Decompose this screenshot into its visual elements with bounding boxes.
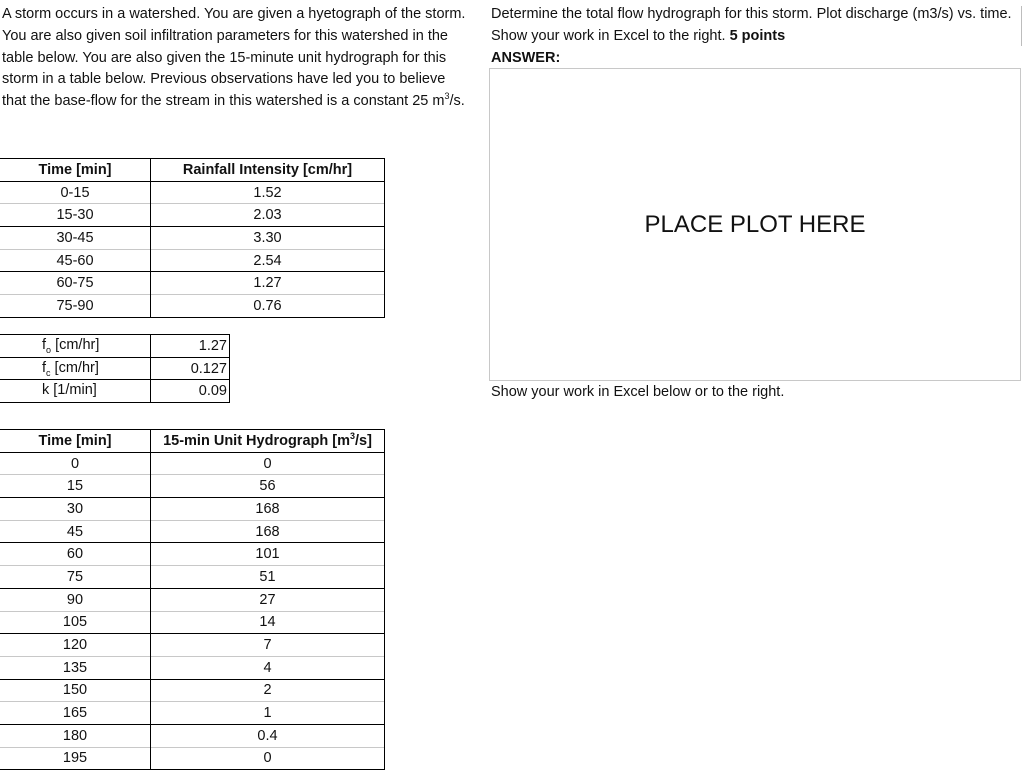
table-row (0, 566, 385, 589)
uh-flow-cell: 51 (151, 566, 385, 589)
infil-value-cell: 1.27 (151, 335, 230, 358)
problem-statement (2, 4, 472, 113)
table-header-row (0, 159, 385, 182)
uh-time-cell: 165 (0, 702, 151, 725)
problem-text: A storm occurs in a watershed. You are given a hyetograph of the storm. You are also given soil infiltration parameters for this watershed in the table below. You are also given the 15-minute unit hydrograph for this storm in a table below. Previous observations have led you to believe that the base-flow for the stream in this watershed is a constant 25 m (2, 6, 466, 110)
infil-param-cell: $f_o$ [cm/hr] (0, 335, 151, 358)
uh-time-cell: 15 (0, 475, 151, 498)
table-row (0, 204, 385, 227)
rain-intensity-cell: 1.27 (151, 272, 385, 295)
rain-intensity-cell: 0.76 (151, 295, 385, 318)
uh-time-cell: 135 (0, 656, 151, 679)
question-block (491, 4, 1021, 69)
table-row (0, 181, 385, 204)
uh-flow-cell: 101 (151, 543, 385, 566)
answer-label: ANSWER: (491, 49, 561, 66)
table-row (0, 475, 385, 498)
uh-flow-cell: 0 (151, 747, 385, 770)
uh-flow-cell: 56 (151, 475, 385, 498)
rain-time-cell: 75-90 (0, 295, 151, 318)
uh-time-cell: 195 (0, 747, 151, 770)
plot-placeholder-label: PLACE PLOT HERE (644, 211, 866, 238)
infiltration-table (0, 334, 230, 403)
table-row (0, 611, 385, 634)
question-text: Determine the total flow hydrograph for this storm. Plot discharge (m3/s) vs. time. Show your work in Excel to the right. (491, 6, 1012, 44)
table-row (0, 380, 230, 403)
uh-flow-cell: 0 (151, 452, 385, 475)
uh-time-cell: 105 (0, 611, 151, 634)
table-header-row (0, 430, 385, 453)
uh-time-cell: 90 (0, 588, 151, 611)
table-row (0, 452, 385, 475)
column-edge-divider (1021, 6, 1022, 46)
uh-time-cell: 150 (0, 679, 151, 702)
table-row (0, 588, 385, 611)
uh-time-cell: 120 (0, 634, 151, 657)
uh-flow-header: 15-min Unit Hydrograph $[m^3/s]$ (151, 430, 385, 453)
uh-flow-cell: 1 (151, 702, 385, 725)
table-row (0, 335, 230, 358)
uh-flow-cell: 2 (151, 679, 385, 702)
rain-intensity-cell: 2.54 (151, 249, 385, 272)
rain-time-header: Time [min] (0, 159, 151, 182)
uh-flow-cell: 14 (151, 611, 385, 634)
table-row (0, 227, 385, 250)
infil-value-cell: 0.127 (151, 357, 230, 380)
table-row (0, 272, 385, 295)
table-row (0, 679, 385, 702)
table-row (0, 249, 385, 272)
rain-time-cell: 0-15 (0, 181, 151, 204)
rain-time-cell: 15-30 (0, 204, 151, 227)
table-row (0, 656, 385, 679)
uh-flow-cell: 7 (151, 634, 385, 657)
plot-placeholder-box[interactable] (489, 68, 1021, 381)
uh-time-cell: 60 (0, 543, 151, 566)
uh-flow-cell: 4 (151, 656, 385, 679)
table-row (0, 724, 385, 747)
infil-value-cell: 0.09 (151, 380, 230, 403)
uh-time-header: Time [min] (0, 430, 151, 453)
problem-text-tail: /s. (449, 93, 465, 110)
rain-intensity-cell: 3.30 (151, 227, 385, 250)
rain-time-cell: 30-45 (0, 227, 151, 250)
uh-time-cell: 45 (0, 520, 151, 543)
rain-intensity-header: Rainfall Intensity [cm/hr] (151, 159, 385, 182)
table-row (0, 357, 230, 380)
uh-time-cell: 75 (0, 566, 151, 589)
uh-flow-cell: 0.4 (151, 724, 385, 747)
table-row (0, 634, 385, 657)
infil-param-cell: $f_c$ [cm/hr] (0, 357, 151, 380)
rain-time-cell: 45-60 (0, 249, 151, 272)
unit-hydrograph-table (0, 429, 385, 770)
uh-time-cell: 180 (0, 724, 151, 747)
rainfall-table (0, 158, 385, 318)
table-row (0, 702, 385, 725)
rain-time-cell: 60-75 (0, 272, 151, 295)
uh-flow-cell: 27 (151, 588, 385, 611)
uh-time-cell: 0 (0, 452, 151, 475)
table-row (0, 543, 385, 566)
table-row (0, 295, 385, 318)
cubic-superscript: 3 (444, 91, 450, 102)
table-row (0, 747, 385, 770)
rain-intensity-cell: 1.52 (151, 181, 385, 204)
uh-flow-cell: 168 (151, 498, 385, 521)
infil-param-cell: k [1/min] (0, 380, 151, 403)
rain-intensity-cell: 2.03 (151, 204, 385, 227)
table-row (0, 520, 385, 543)
table-row (0, 498, 385, 521)
uh-time-cell: 30 (0, 498, 151, 521)
points-label: 5 points (729, 27, 786, 44)
work-note: Show your work in Excel below or to the right. (491, 384, 785, 400)
uh-flow-cell: 168 (151, 520, 385, 543)
